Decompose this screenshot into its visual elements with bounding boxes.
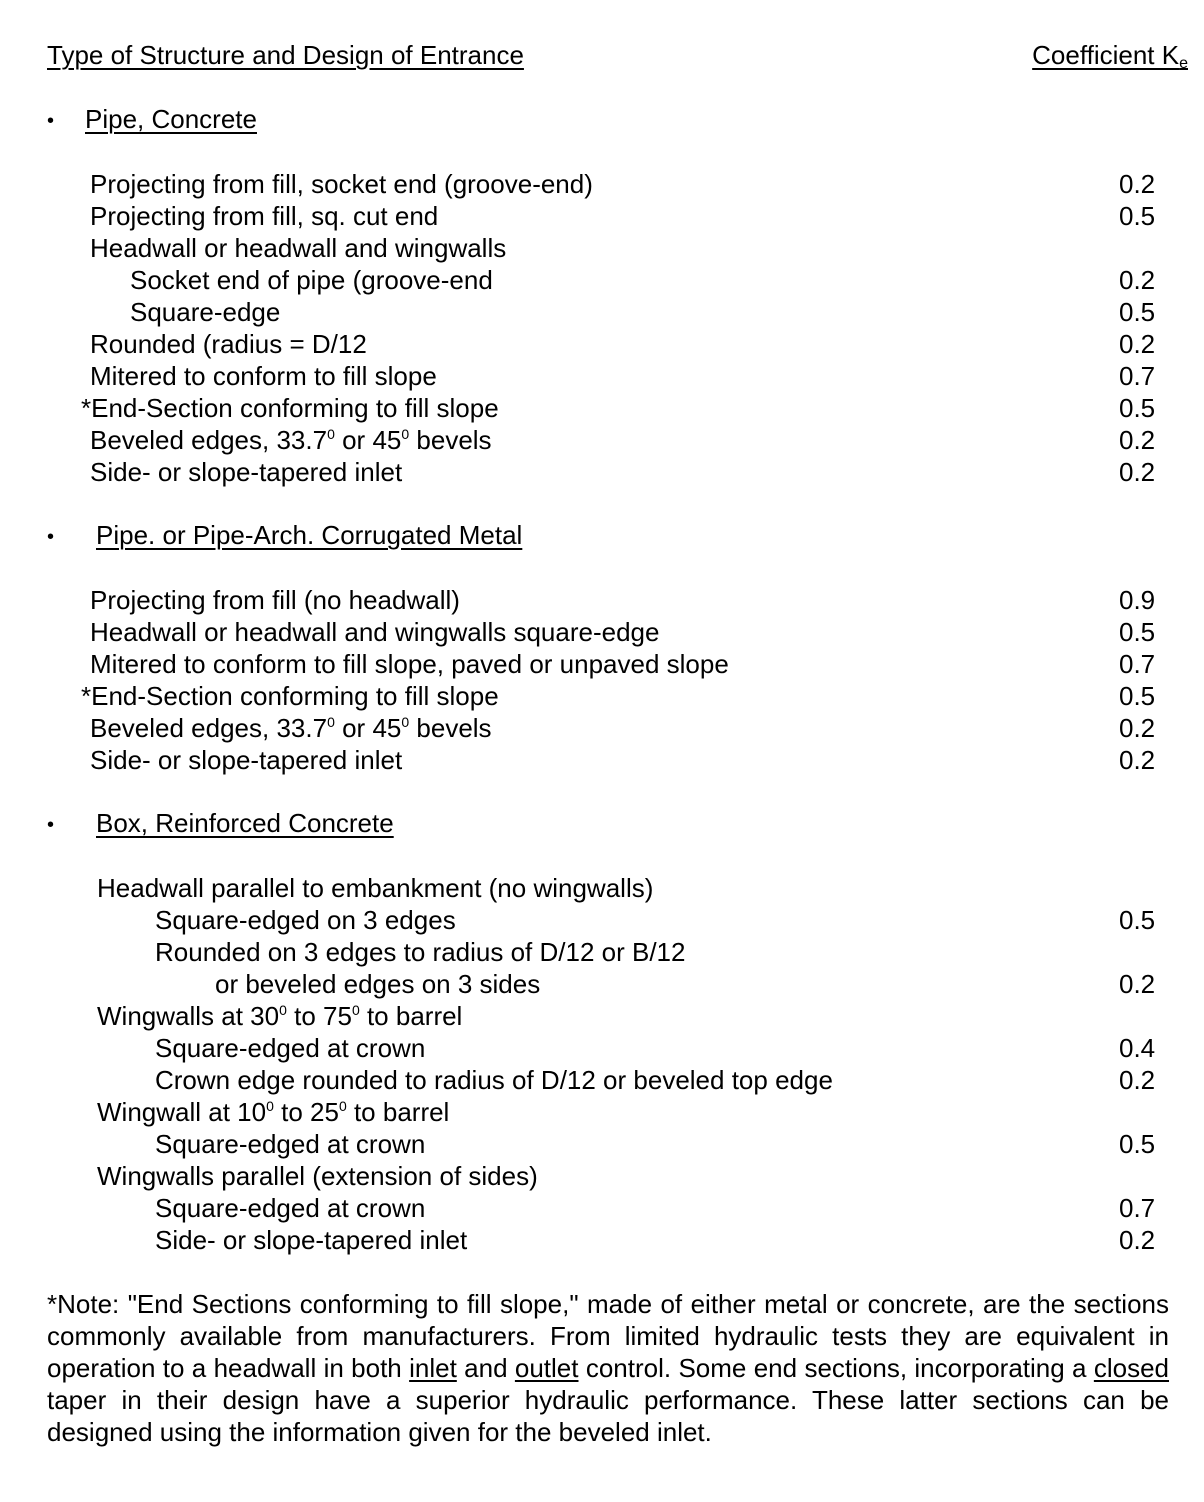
table-row	[0, 424, 1204, 456]
row-label: Rounded on 3 edges to radius of D/12 or B/12	[155, 937, 686, 967]
degree-superscript: 0	[327, 714, 335, 730]
row-label: Projecting from fill, socket end (groove-end)	[90, 169, 593, 199]
table-row	[0, 1192, 1204, 1224]
label-part: Beveled edges, 33.7	[90, 425, 328, 455]
row-value: 0.9	[1119, 585, 1156, 615]
row-value: 0.5	[1119, 681, 1156, 711]
table-row	[0, 872, 1204, 904]
table-row	[0, 360, 1204, 392]
table-row	[0, 968, 1204, 1000]
row-value: 0.5	[1119, 617, 1156, 647]
table-row	[0, 1064, 1204, 1096]
row-value: 0.2	[1119, 169, 1156, 199]
row-label	[90, 712, 492, 744]
table-row	[0, 168, 1204, 200]
row-value: 0.7	[1119, 1193, 1156, 1223]
table-row	[0, 264, 1204, 296]
row-value: 0.5	[1119, 1129, 1156, 1159]
row-label: Crown edge rounded to radius of D/12 or beveled top edge	[155, 1065, 833, 1095]
label-part: Wingwall at 10	[97, 1097, 267, 1127]
table-row	[0, 1096, 1204, 1128]
row-label: Square-edged at crown	[155, 1129, 426, 1159]
row-label: Headwall parallel to embankment (no wingwalls)	[97, 873, 654, 903]
label-part: to barrel	[359, 1001, 463, 1031]
note-emphasis-inlet: inlet	[409, 1353, 457, 1383]
degree-superscript: 0	[401, 714, 410, 730]
note-text: control. Some end sections, incorporating a	[578, 1353, 1094, 1383]
row-label: Square-edged at crown	[155, 1193, 426, 1223]
row-label: Side- or slope-tapered inlet	[90, 745, 403, 775]
row-label: or beveled edges on 3 sides	[215, 969, 541, 999]
row-label: Side- or slope-tapered inlet	[90, 457, 403, 487]
table-row	[0, 456, 1204, 488]
label-part: or 45	[334, 713, 402, 743]
column-header-structure-type: Type of Structure and Design of Entrance	[47, 40, 524, 70]
row-value: 0.2	[1119, 265, 1156, 295]
table-row	[0, 296, 1204, 328]
label-part: Beveled edges, 33.7	[90, 713, 328, 743]
table-row	[0, 392, 1204, 424]
row-label: Projecting from fill (no headwall)	[90, 585, 460, 615]
row-label	[97, 1096, 449, 1128]
table-row	[0, 648, 1204, 680]
footnote	[47, 1288, 1169, 1448]
table-row	[0, 680, 1204, 712]
coefficient-subscript: e	[1179, 55, 1188, 72]
row-label	[97, 1000, 462, 1032]
row-value: 0.2	[1119, 329, 1156, 359]
table-row	[0, 232, 1204, 264]
note-text: *Note: "End Sections conforming to fill slope," made of either metal or concrete, are the sections commonly available from manufacturers. From limited hydraulic tests they are equivalent in operation to a headwall in both	[47, 1289, 1169, 1383]
column-header-coefficient	[1032, 40, 1188, 73]
row-value: 0.5	[1119, 201, 1156, 231]
row-value: 0.5	[1119, 393, 1156, 423]
row-label: Side- or slope-tapered inlet	[155, 1225, 468, 1255]
row-value: 0.2	[1119, 425, 1156, 455]
row-value: 0.2	[1119, 1065, 1156, 1095]
bullet-icon: •	[47, 526, 55, 548]
row-value: 0.2	[1119, 745, 1156, 775]
table-row	[0, 584, 1204, 616]
row-value: 0.2	[1119, 457, 1156, 487]
row-label: Rounded (radius = D/12	[90, 329, 367, 359]
label-part: Wingwalls at 30	[97, 1001, 280, 1031]
label-part: or 45	[334, 425, 402, 455]
table-row	[0, 712, 1204, 744]
table-row	[0, 904, 1204, 936]
row-label: Square-edged on 3 edges	[155, 905, 456, 935]
table-row	[0, 936, 1204, 968]
degree-superscript: 0	[401, 426, 410, 442]
note-text: and	[456, 1353, 515, 1383]
note-emphasis-outlet: outlet	[514, 1353, 579, 1383]
table-row	[0, 1000, 1204, 1032]
row-label: Square-edged at crown	[155, 1033, 426, 1063]
row-value: 0.4	[1119, 1033, 1156, 1063]
row-label: *End-Section conforming to fill slope	[81, 393, 499, 423]
degree-superscript: 0	[338, 1098, 347, 1114]
row-value: 0.5	[1119, 297, 1156, 327]
label-part: bevels	[409, 425, 492, 455]
row-label: Mitered to conform to fill slope	[90, 361, 437, 391]
section-title: Box, Reinforced Concrete	[96, 808, 394, 838]
table-row	[0, 1128, 1204, 1160]
table-row	[0, 1224, 1204, 1256]
table-row	[0, 200, 1204, 232]
row-value: 0.7	[1119, 361, 1156, 391]
row-label: Square-edge	[130, 297, 281, 327]
row-value: 0.2	[1119, 713, 1156, 743]
bullet-icon: •	[47, 110, 55, 132]
table-row	[0, 1160, 1204, 1192]
row-label: *End-Section conforming to fill slope	[81, 681, 499, 711]
row-value: 0.2	[1119, 1225, 1156, 1255]
row-value: 0.2	[1119, 969, 1156, 999]
note-emphasis-closed: closed	[1093, 1353, 1170, 1383]
label-part: to barrel	[346, 1097, 450, 1127]
label-part: to 25	[273, 1097, 339, 1127]
label-part: bevels	[409, 713, 492, 743]
degree-superscript: 0	[266, 1098, 274, 1114]
coefficient-label: Coefficient K	[1032, 40, 1180, 70]
degree-superscript: 0	[327, 426, 335, 442]
table-row	[0, 616, 1204, 648]
row-label: Wingwalls parallel (extension of sides)	[97, 1161, 538, 1191]
row-label: Headwall or headwall and wingwalls square-edge	[90, 617, 660, 647]
bullet-icon: •	[47, 814, 55, 836]
row-label: Headwall or headwall and wingwalls	[90, 233, 507, 263]
row-label: Projecting from fill, sq. cut end	[90, 201, 439, 231]
row-value: 0.7	[1119, 649, 1156, 679]
degree-superscript: 0	[351, 1002, 360, 1018]
table-row	[0, 1032, 1204, 1064]
section-title: Pipe, Concrete	[85, 104, 257, 134]
section-title: Pipe. or Pipe-Arch. Corrugated Metal	[96, 520, 523, 550]
table-row	[0, 744, 1204, 776]
degree-superscript: 0	[279, 1002, 287, 1018]
label-part: to 75	[286, 1001, 352, 1031]
row-value: 0.5	[1119, 905, 1156, 935]
table-row	[0, 328, 1204, 360]
note-text: taper in their design have a superior hydraulic performance. These latter sections can be designed using the information given for the beveled inlet.	[47, 1385, 1169, 1447]
row-label: Mitered to conform to fill slope, paved or unpaved slope	[90, 649, 729, 679]
row-label: Socket end of pipe (groove-end	[130, 265, 493, 295]
row-label	[90, 424, 492, 456]
